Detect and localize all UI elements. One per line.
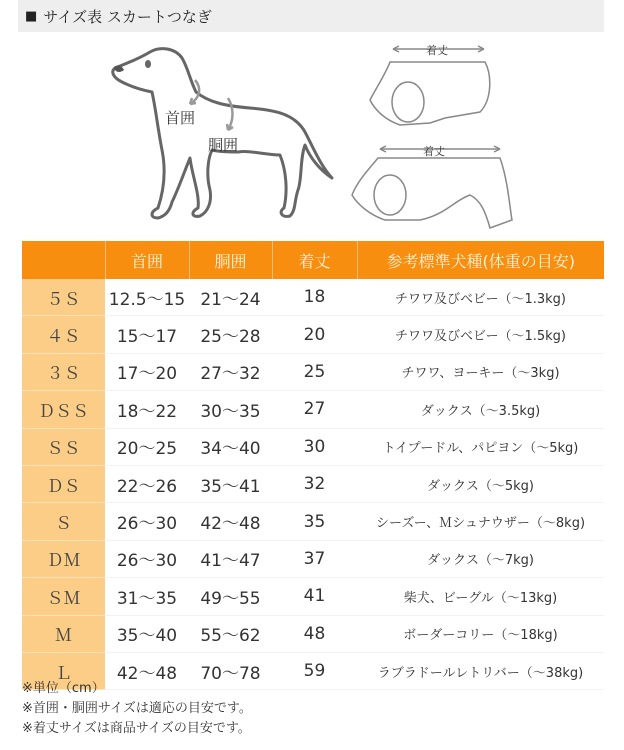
measurement-illustration (100, 40, 530, 240)
note-neck-chest: ※首囲・胴囲サイズは適応の目安です。 (22, 701, 252, 716)
neck-cell: 35〜40 (105, 615, 189, 652)
size-cell: Ｌ (22, 652, 105, 689)
neck-cell: 26〜30 (105, 540, 189, 577)
chest-cell: 30〜35 (189, 391, 272, 428)
size-cell: ＳＳ (22, 428, 105, 465)
header-neck: 首囲 (105, 241, 189, 279)
length-cell: 41 (272, 578, 357, 615)
neck-cell: 18〜22 (105, 391, 189, 428)
breed-cell: チワワ及びベビー（〜1.3kg) (357, 279, 604, 316)
chest-cell: 34〜40 (189, 428, 272, 465)
size-cell: Ｍ (22, 615, 105, 652)
size-cell: ＤＭ (22, 540, 105, 577)
length-cell: 48 (272, 615, 357, 652)
breed-cell: ダックス（〜7kg) (357, 540, 604, 577)
size-cell: ４Ｓ (22, 316, 105, 353)
table-row (22, 353, 604, 390)
length-cell: 30 (272, 428, 357, 465)
size-table (22, 241, 604, 690)
garment-top-length-label: 着丈 (426, 44, 448, 57)
size-cell: Ｓ (22, 503, 105, 540)
size-cell: ５Ｓ (22, 279, 105, 316)
size-cell: ＤＳＳ (22, 391, 105, 428)
neck-cell: 12.5〜15 (105, 279, 189, 316)
chest-label: 胴囲 (208, 136, 239, 154)
breed-cell: チワワ、ヨーキー（〜3kg) (357, 353, 604, 390)
notes (22, 679, 252, 739)
size-cell: ＳＭ (22, 578, 105, 615)
breed-cell: ダックス（〜3.5kg) (357, 391, 604, 428)
neck-cell: 26〜30 (105, 503, 189, 540)
chest-cell: 42〜48 (189, 503, 272, 540)
garment-bottom-length-label: 着丈 (423, 145, 445, 158)
page-title: サイズ表 スカートつなぎ (43, 7, 212, 26)
table-row (22, 503, 604, 540)
chest-cell: 25〜28 (189, 316, 272, 353)
chest-cell: 41〜47 (189, 540, 272, 577)
table-row (22, 465, 604, 502)
chest-arrow-icon (227, 98, 233, 130)
header-size (22, 241, 105, 279)
title-bar (18, 0, 604, 32)
chest-cell: 55〜62 (189, 615, 272, 652)
note-unit: ※単位（cm） (22, 681, 105, 696)
neck-label: 首囲 (165, 109, 196, 127)
size-cell: ＤＳ (22, 465, 105, 502)
neck-cell: 15〜17 (105, 316, 189, 353)
chest-cell: 27〜32 (189, 353, 272, 390)
header-breed: 参考標準犬種(体重の目安) (357, 241, 604, 279)
table-row (22, 428, 604, 465)
breed-cell: 柴犬、ビーグル（〜13kg) (357, 578, 604, 615)
neck-cell: 42〜48 (105, 652, 189, 689)
chest-cell: 70〜78 (189, 652, 272, 689)
table-row (22, 540, 604, 577)
dog-icon (113, 49, 332, 218)
table-row (22, 391, 604, 428)
dog-eye-icon (145, 60, 151, 68)
length-cell: 18 (272, 279, 357, 316)
note-length: ※着丈サイズは商品サイズの目安です。 (22, 721, 251, 736)
breed-cell: ボーダーコリー（〜18kg) (357, 615, 604, 652)
length-cell: 37 (272, 540, 357, 577)
length-cell: 32 (272, 465, 357, 502)
breed-cell: ダックス（〜5kg) (357, 465, 604, 502)
length-cell: 35 (272, 503, 357, 540)
length-cell: 20 (272, 316, 357, 353)
chest-cell: 21〜24 (189, 279, 272, 316)
garment-top-icon (370, 46, 490, 125)
square-bullet-icon: ■ (25, 8, 38, 24)
header-length: 着丈 (272, 241, 357, 279)
table-row (22, 279, 604, 316)
neck-cell: 22〜26 (105, 465, 189, 502)
neck-cell: 17〜20 (105, 353, 189, 390)
size-cell: ３Ｓ (22, 353, 105, 390)
neck-cell: 20〜25 (105, 428, 189, 465)
header-chest: 胴囲 (189, 241, 272, 279)
table-header-row (22, 241, 604, 279)
breed-cell: シーズー、Ｍシュナウザー（〜8kg) (357, 503, 604, 540)
length-cell: 59 (272, 652, 357, 689)
table-row (22, 615, 604, 652)
neck-cell: 31〜35 (105, 578, 189, 615)
breed-cell: ラブラドールレトリバー（〜38kg) (357, 652, 604, 689)
table-row (22, 578, 604, 615)
breed-cell: チワワ及びベビー（〜1.5kg) (357, 316, 604, 353)
table-row (22, 316, 604, 353)
length-cell: 25 (272, 353, 357, 390)
chest-cell: 49〜55 (189, 578, 272, 615)
chest-cell: 35〜41 (189, 465, 272, 502)
garment-bottom-icon (352, 146, 512, 228)
breed-cell: トイプードル、パピヨン（〜5kg) (357, 428, 604, 465)
length-cell: 27 (272, 391, 357, 428)
